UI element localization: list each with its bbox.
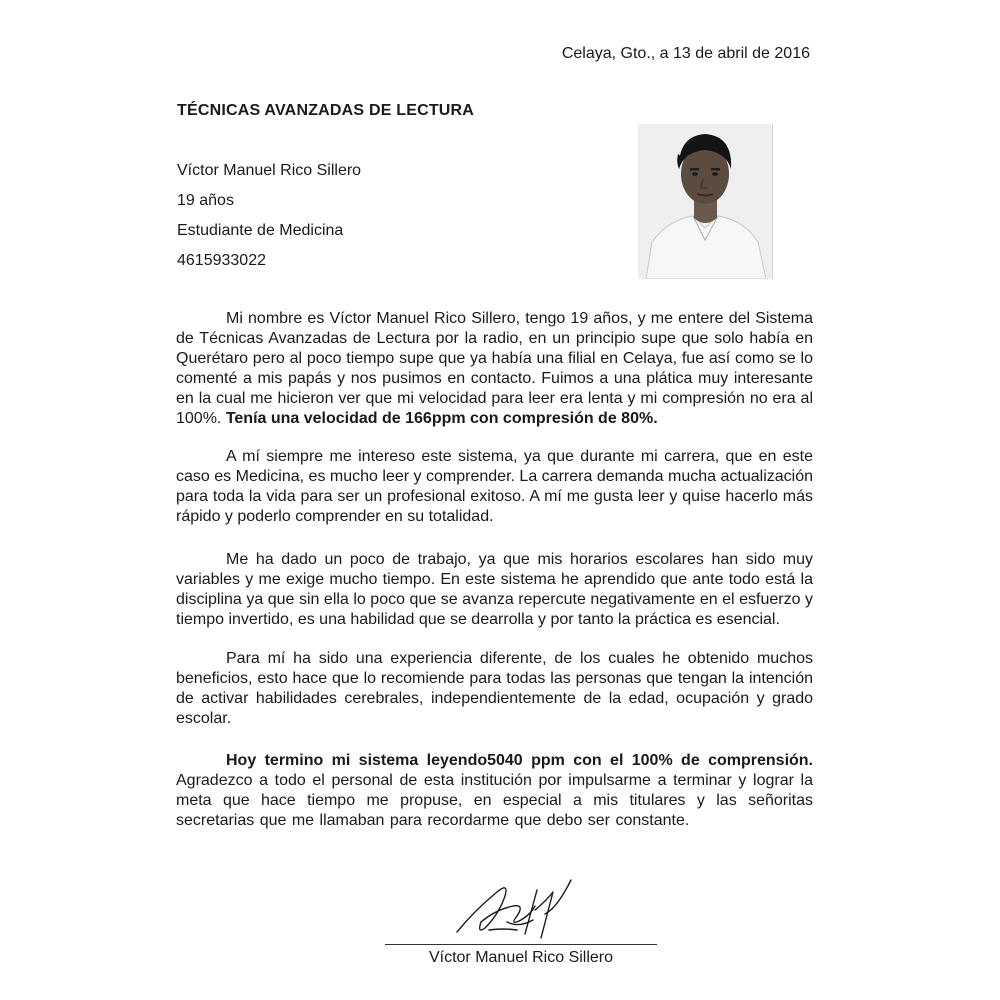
sender-phone: 4615933022 xyxy=(177,252,266,269)
sender-info xyxy=(177,160,361,280)
signature-block xyxy=(385,870,657,970)
signature-name: Víctor Manuel Rico Sillero xyxy=(428,949,614,966)
sender-occupation: Estudiante de Medicina xyxy=(177,222,344,239)
paragraph-4 xyxy=(176,649,813,729)
paragraph-text: Me ha dado un poco de trabajo, ya que mis horarios escolares han sido muy variables y me exige mucho tiempo. En este sistema he aprendido que ante todo está la disciplina ya que sin ella lo poco que se avanza repercute negativamente en el esfuerzo y tiempo invertido, es una habilidad que se dearrolla y por tanto la práctica es esencial. xyxy=(176,551,813,628)
paragraph-text: Para mí ha sido una experiencia diferente, de los cuales he obtenido muchos beneficios, esto hace que lo recomiende para todas las personas que tengan la intención de activar habilidades cerebrales, independientemente de la edad, ocupación y grado escolar. xyxy=(176,650,813,727)
letter-body xyxy=(176,309,813,831)
handwritten-signature xyxy=(385,870,657,942)
signature-line xyxy=(385,944,657,945)
paragraph-5 xyxy=(176,751,813,831)
paragraph-3 xyxy=(176,550,813,630)
paragraph-text: Agradezco a todo el personal de esta institución por impulsarme a terminar y lograr la meta que hace tiempo me propuse, en especial a mis titulares y las señoritas secretarias que me llamaban para recordarme que debo ser constante. xyxy=(176,772,813,829)
sender-name: Víctor Manuel Rico Sillero xyxy=(177,162,362,179)
paragraph-1 xyxy=(176,309,813,429)
paragraph-2 xyxy=(176,447,813,527)
letter-title: TÉCNICAS AVANZADAS DE LECTURA xyxy=(177,102,475,119)
paragraph-bold-text: Hoy termino mi sistema leyendo5040 ppm con el 100% de comprensión. xyxy=(226,752,813,769)
paragraph-text: Mi nombre es Víctor Manuel Rico Sillero, tengo 19 años, y me entere del Sistema de Técnicas Avanzadas de Lectura por la radio, en un principio supe que solo había en Querétaro pero al poco tiempo supe que ya había una filial en Celaya, fue así como se lo comenté a mis papás y nos pusimos en contacto. Fuimos a una plática muy interesante en la cual me hicieron ver que mi velocidad para leer era lenta y mi compresión no era al 100%. xyxy=(176,310,813,427)
portrait-image xyxy=(638,124,772,279)
sender-photo xyxy=(638,124,773,279)
sender-age: 19 años xyxy=(177,192,234,209)
paragraph-bold-text: Tenía una velocidad de 166ppm con compresión de 80%. xyxy=(225,410,658,427)
paragraph-text: A mí siempre me intereso este sistema, ya que durante mi carrera, que en este caso es Medicina, es mucho leer y comprender. La carrera demanda mucha actualización para toda la vida para ser un profesional exitoso. A mí me gusta leer y quise hacerlo más rápido y poderlo comprender en su totalidad. xyxy=(176,448,813,525)
letter-date: Celaya, Gto., a 13 de abril de 2016 xyxy=(561,45,810,62)
